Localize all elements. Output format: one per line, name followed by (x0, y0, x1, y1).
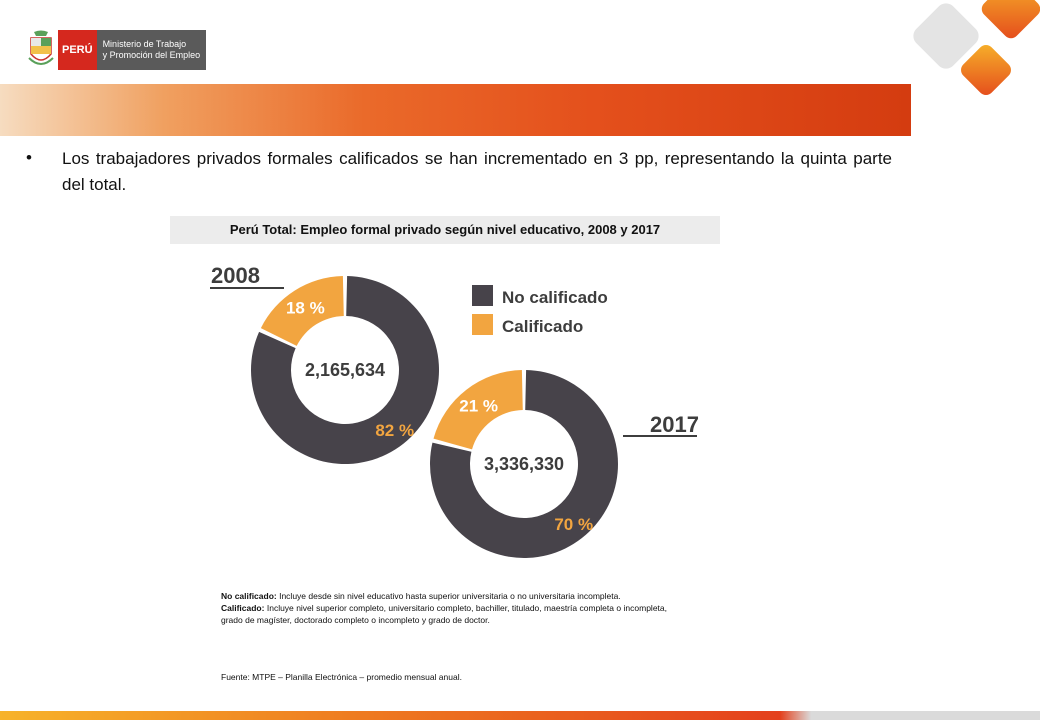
orange-diamond-top (978, 0, 1040, 42)
source-note: Fuente: MTPE – Planilla Electrónica – promedio mensual anual. (221, 672, 462, 682)
legend-label-no-calificado: No calificado (502, 288, 608, 307)
note-calificado (221, 602, 667, 626)
chart-title: Perú Total: Empleo formal privado según nivel educativo, 2008 y 2017 (170, 216, 720, 244)
note-no-calificado-text: Incluye desde sin nivel educativo hasta superior universitaria o no universitaria incompleta. (276, 591, 621, 601)
slice-label-2017-calificado: 21 % (459, 396, 499, 416)
title-banner (0, 84, 911, 136)
legend-swatch-no-calificado (472, 285, 493, 306)
ministry-line-1: Ministerio de Trabajo (102, 39, 187, 49)
peru-label: PERÚ (58, 30, 97, 70)
note-calificado-label: Calificado: (221, 603, 265, 613)
total-label-2017: 3,336,330 (483, 454, 565, 474)
bottom-color-bar (0, 711, 1040, 720)
legend-swatch-calificado (472, 314, 493, 335)
note-calificado-text: Incluye nivel superior completo, universitario completo, bachiller, titulado, maestría completa o incompleta, grado de magíster, doctorado completo o incompleto y grado de doctor. (221, 603, 667, 625)
year-label-2017: 2017 (650, 412, 699, 437)
donut-charts (200, 248, 720, 578)
legend-label-calificado: Calificado (502, 317, 584, 336)
slide-title: Trabajadores según nivel educativo (269, 13, 642, 38)
year-label-2008: 2008 (211, 263, 260, 288)
slice-label-2008-calificado: 18 % (285, 298, 325, 318)
note-no-calificado-label: No calificado: (221, 591, 277, 601)
bullet-icon: • (26, 148, 32, 167)
total-label-2008: 2,165,634 (304, 360, 386, 380)
ministry-line-2: y Promoción del Empleo (102, 50, 201, 60)
note-no-calificado (221, 590, 667, 602)
slice-label-2008-no-calificado: 82 % (375, 421, 415, 441)
bullet-text: Los trabajadores privados formales calificados se han incrementado en 3 pp, representando la quinta parte del total. (62, 149, 892, 194)
slice-label-2017-no-calificado: 70 % (554, 515, 594, 535)
definition-notes (221, 590, 667, 626)
